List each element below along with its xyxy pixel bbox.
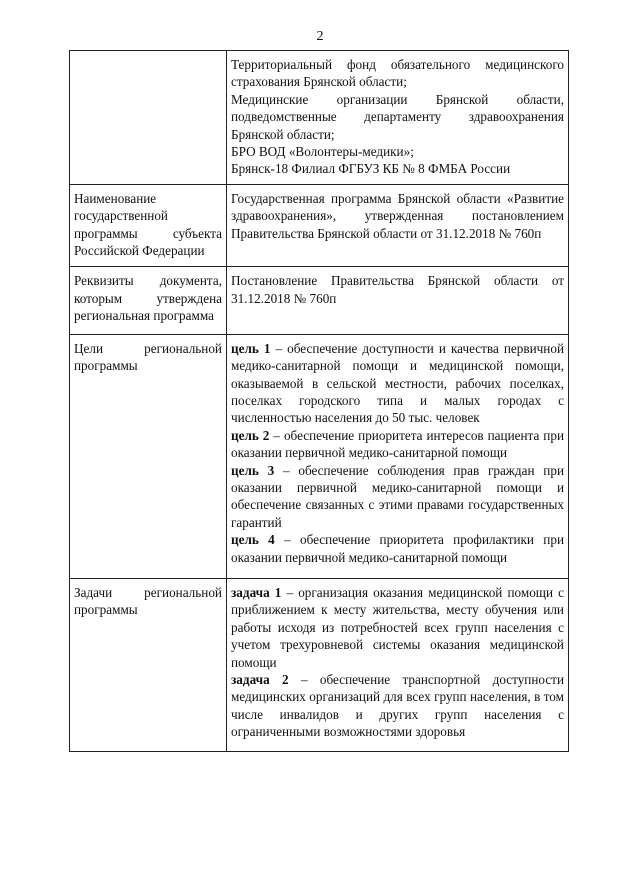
- row-value-cell: [227, 51, 569, 185]
- table-body: [70, 51, 569, 752]
- row-goals: [70, 334, 569, 578]
- row-tasks: [70, 578, 569, 751]
- item-lead: задача 2: [231, 672, 289, 687]
- item-lead: цель 2: [231, 427, 270, 443]
- row-value-cell: [227, 578, 569, 751]
- paragraph: [231, 56, 564, 91]
- row-label-cell: [70, 51, 227, 185]
- item-lead: задача 1: [231, 584, 282, 600]
- paragraph: [231, 160, 564, 177]
- item-text: – обеспечение приоритета интересов пациента при оказании первичной медико-санитарной помощи: [231, 427, 565, 461]
- item-text: – обеспечение соблюдения прав граждан при оказании первичной медико-санитарной помощи и обеспечение связанных с этими правами государственных гарантий: [231, 462, 565, 530]
- paragraph: [231, 190, 564, 242]
- item-lead: цель 4: [231, 532, 275, 548]
- item-text: Территориальный фонд обязательного медицинского страхования Брянской области;: [231, 57, 564, 90]
- row-label-cell: Реквизиты документа, которым утверждена региональная программа: [70, 267, 227, 334]
- program-passport-table: [69, 50, 569, 752]
- page-number: 2: [316, 29, 324, 44]
- paragraph: [231, 91, 564, 143]
- item-lead: цель 3: [231, 462, 275, 478]
- paragraph: [231, 427, 564, 462]
- item-text: Государственная программа Брянской области «Развитие здравоохранения», утвержденная постановлением Правительства Брянской области от 31.12.2018 № 760п: [231, 190, 564, 241]
- item-text: Медицинские организации Брянской области, подведомственные департаменту здравоохранения Брянской области;: [231, 91, 564, 142]
- paragraph: [231, 272, 564, 307]
- paragraph: [231, 671, 564, 741]
- item-lead: цель 1: [231, 340, 271, 356]
- item-text: БРО ВОД «Волонтеры-медики»;: [231, 144, 414, 160]
- row-document-details: [70, 267, 569, 334]
- row-value-cell: [227, 184, 569, 267]
- paragraph: [231, 143, 564, 160]
- row-label-cell: Задачи региональной программы: [70, 578, 227, 751]
- paragraph: [231, 340, 564, 427]
- paragraph: [231, 462, 564, 532]
- row-participants: [70, 51, 569, 185]
- item-text: – обеспечение транспортной доступности медицинских организаций для всех групп населения, в том числе инвалидов и других групп населения с ограниченными возможностями здоровья: [231, 672, 565, 740]
- row-label-cell: Цели региональной программы: [70, 334, 227, 578]
- item-text: – обеспечение приоритета профилактики при оказании первичной медико-санитарной помощи: [231, 532, 565, 565]
- row-value-cell: [227, 334, 569, 578]
- item-text: – организация оказания медицинской помощи с приближением к месту жительства, месту обучения или работы исходя из потребностей всех групп населения с учетом трехуровневой системы оказания медицинской помощи: [231, 584, 564, 670]
- paragraph: [231, 531, 564, 566]
- item-text: – обеспечение доступности и качества первичной медико-санитарной помощи и медицинской помощи, оказываемой в сельской местности, рабочих поселках, поселках городского типа и малых городах с численностью населения до 50 тыс. человек: [231, 340, 565, 426]
- row-label-cell: Наименование государственной программы субъекта Российской Федерации: [70, 184, 227, 267]
- row-value-cell: [227, 267, 569, 334]
- item-text: Постановление Правительства Брянской области от 31.12.2018 № 760п: [231, 273, 564, 306]
- row-state-program: [70, 184, 569, 267]
- paragraph: [231, 584, 564, 671]
- item-text: Брянск-18 Филиал ФГБУЗ КБ № 8 ФМБА России: [231, 161, 511, 177]
